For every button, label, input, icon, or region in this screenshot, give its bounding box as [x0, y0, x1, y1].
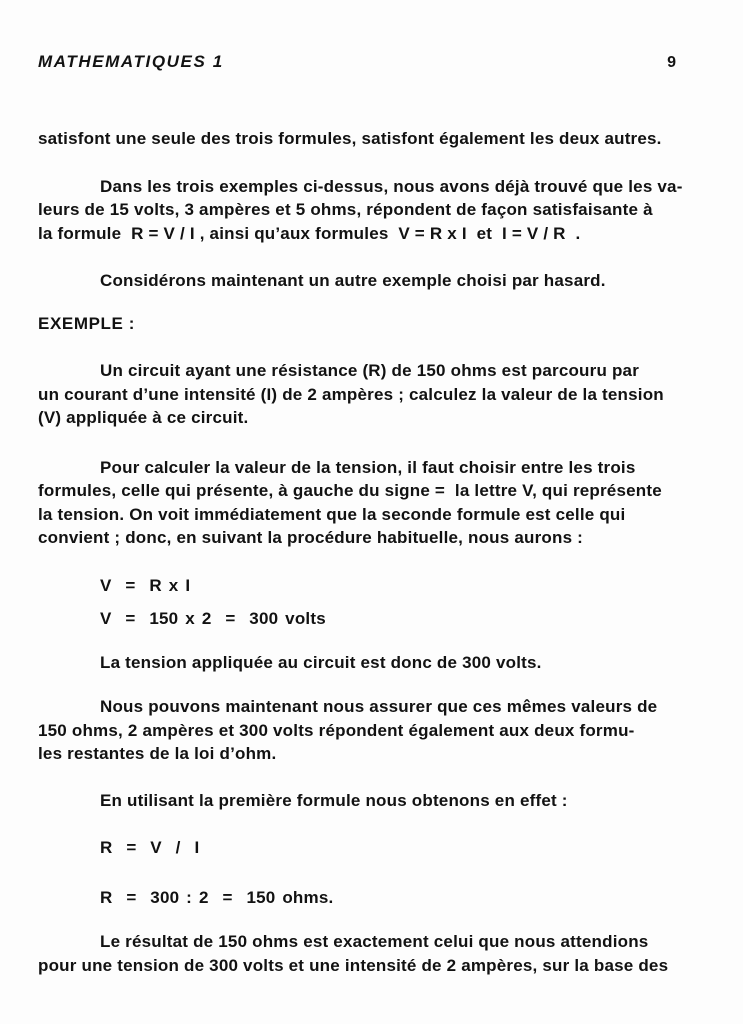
- text-line: formules, celle qui présente, à gauche du signe = la lettre V, qui représente: [38, 481, 662, 500]
- text-line: un courant d’une intensité (I) de 2 ampères ; calculez la valeur de la tension: [38, 384, 664, 404]
- text-line: Considérons maintenant un autre exemple choisi par hasard.: [100, 271, 606, 290]
- section-heading-exemple: [38, 312, 707, 336]
- text-line: la tension. On voit immédiatement que la seconde formule est celle qui: [38, 504, 626, 524]
- text-line: La tension appliquée au circuit est donc de 300 volts.: [100, 652, 542, 672]
- text-line: satisfont une seule des trois formules, satisfont également les deux autres.: [38, 129, 662, 148]
- heading-text: EXEMPLE :: [38, 313, 136, 333]
- text-line: pour une tension de 300 volts et une intensité de 2 ampères, sur la base des: [38, 955, 669, 975]
- paragraph-intro: [38, 127, 707, 151]
- text-line: convient ; donc, en suivant la procédure habituelle, nous aurons :: [38, 528, 584, 547]
- text-line: leurs de 15 volts, 3 ampères et 5 ohms, répondent de façon satisfaisante à: [38, 200, 653, 219]
- page-number: 9: [667, 54, 676, 71]
- document-body: [38, 127, 707, 977]
- text-line: Le résultat de 150 ohms est exactement celui que nous attendions: [100, 932, 649, 951]
- paragraph-result-voltage: [38, 651, 707, 675]
- text-line: Pour calculer la valeur de la tension, il faut choisir entre les trois: [100, 457, 636, 477]
- formula-line: V = R x I: [100, 575, 191, 595]
- text-line: En utilisant la première formule nous obtenons en effet :: [100, 790, 568, 810]
- page-header: [38, 52, 707, 72]
- formula-voltage: [38, 569, 707, 635]
- text-line: Dans les trois exemples ci-dessus, nous avons déjà trouvé que les va-: [100, 176, 683, 196]
- paragraph-verify-values: [38, 695, 707, 766]
- paragraph-circuit-problem: [38, 359, 707, 430]
- formula-line: V = 150 x 2 = 300 volts: [100, 608, 326, 628]
- paragraph-conclusion: [38, 930, 707, 977]
- formula-resistance: [38, 836, 707, 860]
- paragraph-first-formula: [38, 789, 707, 813]
- text-line: les restantes de la loi d’ohm.: [38, 744, 277, 763]
- text-line: Nous pouvons maintenant nous assurer que ces mêmes valeurs de: [100, 697, 658, 716]
- formula-line: R = V / I: [100, 838, 200, 857]
- formula-line: R = 300 : 2 = 150 ohms.: [100, 887, 334, 907]
- paragraph-considerons: [38, 269, 707, 293]
- text-line: la formule R = V / I , ainsi qu’aux formules V = R x I et I = V / R .: [38, 223, 581, 243]
- text-line: (V) appliquée à ce circuit.: [38, 408, 249, 427]
- paragraph-choose-formula: [38, 456, 707, 550]
- formula-resistance-result: [38, 886, 707, 910]
- text-line: Un circuit ayant une résistance (R) de 150 ohms est parcouru par: [100, 361, 640, 380]
- document-title: MATHEMATIQUES 1: [38, 52, 224, 71]
- text-line: 150 ohms, 2 ampères et 300 volts répondent également aux deux formu-: [38, 720, 635, 740]
- paragraph-three-examples: [38, 175, 707, 246]
